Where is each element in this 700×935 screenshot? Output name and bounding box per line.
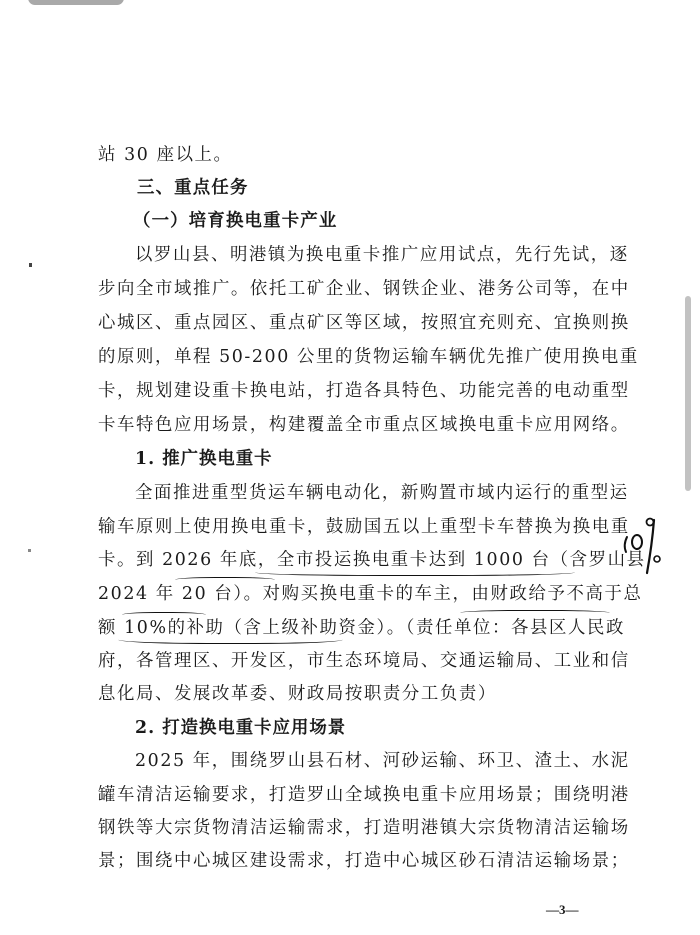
text-line-5: 步向全市域推广。依托工矿企业、钢铁企业、港务公司等，在中	[98, 279, 630, 299]
text-line-16: 府，各管理区、开发区，市生态环境局、交通运输局、工业和信	[98, 651, 630, 671]
text-line-9: 卡车特色应用场景，构建覆盖全市重点区域换电重卡应用网络。	[98, 415, 630, 435]
text-line-8: 卡，规划建设重卡换电站，打造各具特色、功能完善的电动重型	[98, 381, 630, 401]
margin-speck	[29, 263, 32, 267]
text-line-1: 站 30 座以上。	[98, 145, 233, 165]
text-line-13: 卡。到 2026 年底，全市投运换电重卡达到 1000 台（含罗山县	[98, 550, 646, 570]
section-heading-key-tasks: 三、重点任务	[137, 178, 249, 198]
item-heading-application-scenarios: 2. 打造换电重卡应用场景	[135, 718, 347, 738]
text-line-19: 2025 年，围绕罗山县石材、河砂运输、环卫、渣土、水泥	[135, 751, 630, 771]
text-line-6: 心城区、重点园区、重点矿区等区域，按照宜充则充、宜换则换	[98, 313, 630, 333]
text-line-20: 罐车清洁运输要求，打造罗山全域换电重卡应用场景；围绕明港	[98, 785, 630, 805]
vertical-scrollbar[interactable]	[685, 296, 691, 491]
pen-overline-2024	[175, 577, 275, 584]
margin-speck	[28, 549, 31, 552]
pen-underline-subsidy	[118, 633, 343, 644]
text-line-17: 息化局、发展改革委、财政局按职责分工负责）	[98, 684, 497, 704]
text-line-7: 的原则，单程 50-200 公里的货物运输车辆优先推广使用换电重	[98, 347, 639, 367]
pen-overline-fiscal	[460, 610, 610, 617]
text-line-11: 全面推进重型货运车辆电动化，新购置市域内运行的重型运	[135, 483, 629, 503]
text-line-12: 输车原则上使用换电重卡，鼓励国五以上重型卡车替换为换电重	[98, 517, 630, 537]
item-heading-promote-trucks: 1. 推广换电重卡	[135, 449, 273, 469]
text-line-4: 以罗山县、明港镇为换电重卡推广应用试点，先行先试，逐	[135, 245, 629, 265]
handwritten-note-10-percent	[620, 515, 690, 575]
pen-overline-10pct	[122, 612, 206, 619]
subsection-heading-cultivate-industry: （一）培育换电重卡产业	[133, 211, 338, 231]
text-line-22: 景；围绕中心城区建设需求，打造中心城区砂石清洁运输场景；	[98, 851, 630, 871]
text-line-14: 2024 年 20 台）。对购买换电重卡的车主，由财政给予不高于总	[98, 584, 643, 604]
page-number: —3—	[546, 902, 579, 917]
text-line-21: 钢铁等大宗货物清洁运输需求，打造明港镇大宗货物清洁运输场	[98, 818, 630, 838]
text-line-15: 额 10%的补助（含上级补助资金）。（责任单位：各县区人民政	[98, 618, 625, 638]
pen-underline-2026-target	[255, 567, 575, 576]
